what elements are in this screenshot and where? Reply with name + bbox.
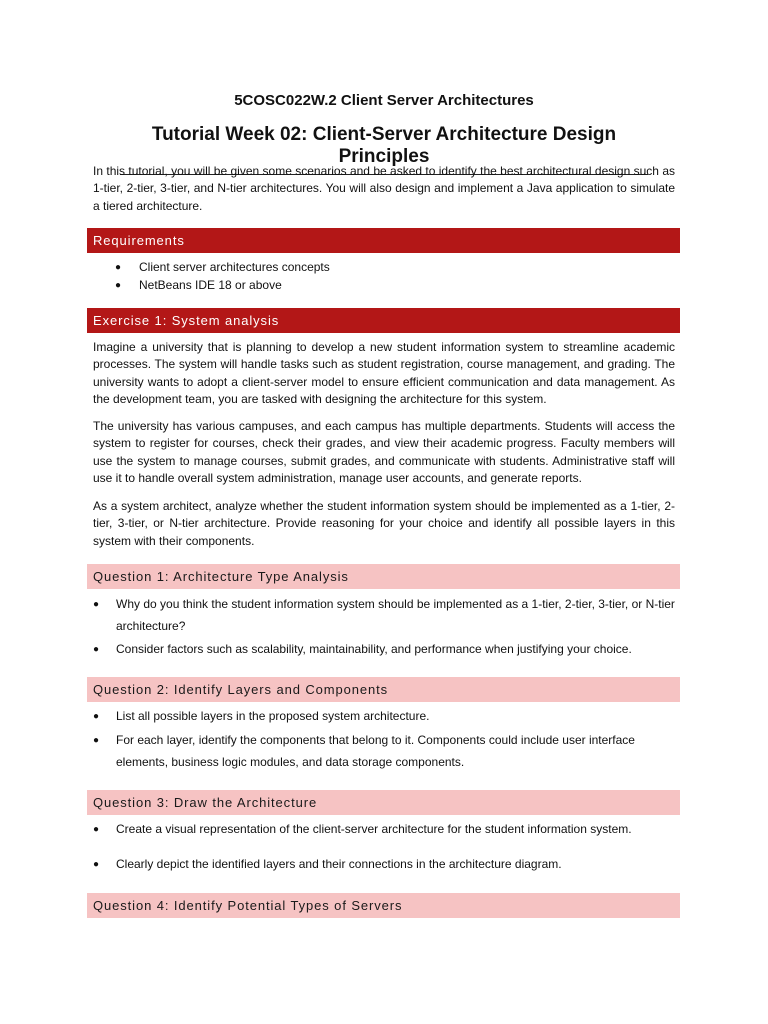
exercise1-paragraph: Imagine a university that is planning to develop a new student information system to streamline academic processes. The system will handle tasks such as student registration, course management, and grading. The university wants to adopt a client-server model to ensure efficient communication and data management. As the development team, you are tasked with designing the architecture for this system. [93,340,675,406]
tutorial-title: Tutorial Week 02: Client-Server Architecture Design Principles [120,124,648,175]
requirement-item: Client server architectures concepts [139,260,330,274]
bullet-icon: ● [93,711,100,722]
bullet-icon: ● [115,262,122,273]
question4-heading: Question 4: Identify Potential Types of Servers [87,893,680,918]
exercise1-paragraph: As a system architect, analyze whether the student information system should be implemented as a 1-tier, 2-tier, 3-tier, or N-tier architecture. Provide reasoning for your choice and identify all possible layers in this system with their components. [93,499,675,548]
exercise1-heading: Exercise 1: System analysis [87,308,680,333]
intro-paragraph: In this tutorial, you will be given some scenarios and be asked to identify the best architectural design such as 1-tier, 2-tier, 3-tier, and N-tier architectures. You will also design and implement a Java application to simulate a tiered architecture. [93,164,675,213]
bullet-icon: ● [93,735,100,746]
exercise1-paragraph: The university has various campuses, and each campus has multiple departments. Students will access the system to register for courses, check their grades, and view their academic progress. Faculty members will use the system to manage courses, submit grades, and communicate with students. Administrative staff will use it to handle overall system administration, manage user accounts, and generate reports. [93,419,675,485]
bullet-icon: ● [93,859,100,870]
bullet-icon: ● [93,644,100,655]
question2-item: List all possible layers in the proposed system architecture. [116,709,430,723]
question2-heading: Question 2: Identify Layers and Components [87,677,680,702]
question3-item: Clearly depict the identified layers and their connections in the architecture diagram. [116,857,562,871]
question3-item: Create a visual representation of the client-server architecture for the student information system. [116,822,632,836]
bullet-icon: ● [93,599,100,610]
question1-heading: Question 1: Architecture Type Analysis [87,564,680,589]
bullet-icon: ● [93,824,100,835]
question1-item: Consider factors such as scalability, maintainability, and performance when justifying your choice. [116,642,632,656]
question2-item: For each layer, identify the components that belong to it. Components could include user interface elements, business logic modules, and data storage components. [116,733,635,769]
course-title: 5COSC022W.2 Client Server Architectures [234,92,534,109]
bullet-icon: ● [115,280,122,291]
requirements-heading: Requirements [87,228,680,253]
question1-item: Why do you think the student information system should be implemented as a 1-tier, 2-tier, 3-tier, or N-tier architecture? [116,597,675,633]
question3-heading: Question 3: Draw the Architecture [87,790,680,815]
requirement-item: NetBeans IDE 18 or above [139,278,282,292]
